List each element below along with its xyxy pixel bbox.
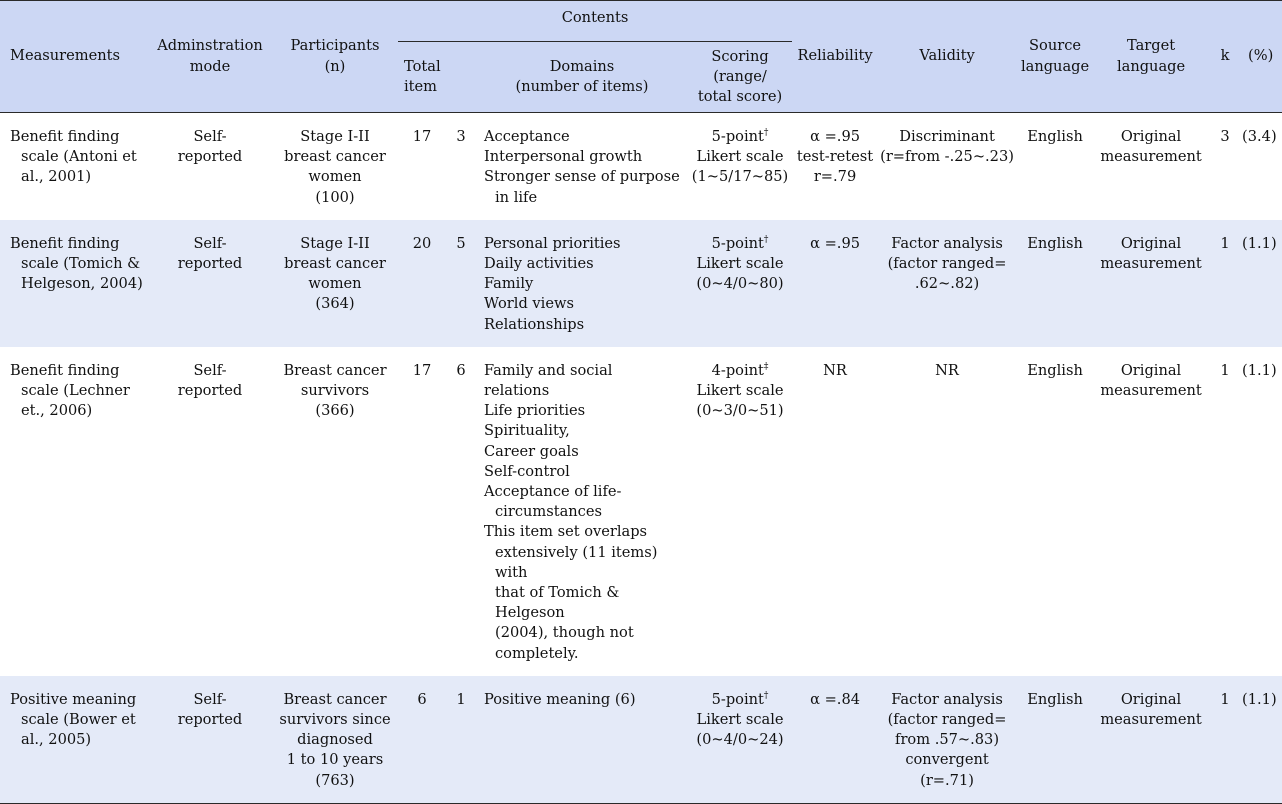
cell-total-item: 20 — [412, 234, 432, 252]
header-participants-line: Participants — [290, 37, 380, 55]
cell-mode — [148, 676, 272, 804]
table-header — [0, 1, 1282, 113]
participants-line: breast cancer — [284, 255, 386, 273]
dagger-footnote-mark: † — [763, 690, 769, 701]
header-source-language-line: language — [1020, 57, 1090, 75]
domain-note-line: that of Tomich & Helgeson — [495, 584, 620, 622]
header-participants-line: (n) — [324, 57, 346, 75]
table-row — [0, 220, 1282, 347]
scoring-line: Likert scale — [696, 711, 784, 729]
scoring-point-line — [688, 127, 792, 147]
validity-line: Factor analysis — [891, 234, 1003, 252]
scoring-line: Likert scale — [696, 255, 784, 273]
scoring-point: 4-point — [711, 361, 764, 379]
cell-participants — [272, 220, 398, 347]
cell-validity — [878, 347, 1016, 676]
cell-k: 1 — [1220, 234, 1230, 252]
header-source-language-line: Source — [1029, 37, 1082, 55]
header-scoring-line: total score) — [697, 88, 783, 106]
participants-line: (364) — [315, 295, 355, 313]
table-row — [0, 113, 1282, 220]
cell-reliability — [792, 113, 878, 220]
reliability-line: α =.95 — [810, 234, 861, 252]
cell-k: 3 — [1220, 128, 1230, 145]
mode-line: Self- — [193, 361, 227, 379]
cell-total-item: 6 — [417, 690, 427, 708]
cell-percent: (1.1) — [1242, 234, 1277, 252]
cell-domain-count: 1 — [456, 690, 466, 708]
participants-line: Stage I-II — [300, 128, 370, 145]
cell-mode — [148, 347, 272, 676]
cell-mode — [148, 113, 272, 220]
mode-line: Self- — [193, 128, 227, 145]
cell-validity — [878, 676, 1016, 804]
cell-source-language: English — [1027, 234, 1083, 252]
cell-target-language — [1094, 113, 1208, 220]
header-administration-mode — [148, 1, 272, 113]
cell-reliability — [792, 676, 878, 804]
header-scoring-line: Scoring — [711, 47, 769, 65]
domain-line: Interpersonal growth — [484, 148, 643, 166]
measurement-line: al., 2001) — [21, 168, 92, 186]
cell-percent: (1.1) — [1242, 690, 1277, 708]
cell-mode — [148, 220, 272, 347]
validity-line: Discriminant — [899, 128, 995, 145]
header-domains-line: (number of items) — [515, 78, 649, 95]
domain-line: Life priorities — [484, 402, 586, 420]
domain-line: Acceptance of life- — [484, 483, 622, 501]
scoring-line: Likert scale — [696, 148, 784, 166]
cell-k: 1 — [1220, 690, 1230, 708]
scoring-line: (0~4/0~24) — [696, 731, 784, 749]
participants-line: Stage I-II — [300, 234, 370, 252]
cell-k: 1 — [1220, 361, 1230, 379]
cell-target-language — [1094, 676, 1208, 804]
domain-line: Positive meaning (6) — [484, 690, 636, 708]
header-target-language-line: language — [1116, 57, 1186, 75]
cell-target-language — [1094, 220, 1208, 347]
cell-domains — [476, 676, 688, 804]
header-target-language — [1094, 1, 1208, 113]
mode-line: Self- — [193, 234, 227, 252]
scoring-line: (0~4/0~80) — [696, 275, 784, 293]
header-total-item — [398, 42, 476, 113]
scoring-point: 5-point — [711, 128, 764, 145]
header-k: k — [1220, 47, 1230, 65]
participants-line: (100) — [315, 188, 355, 206]
reliability-line: test-retest — [796, 148, 874, 166]
cell-domain-count: 6 — [456, 361, 466, 379]
domain-line: Career goals — [484, 442, 579, 460]
participants-line: Breast cancer — [283, 690, 387, 708]
scoring-point: 5-point — [711, 234, 764, 252]
participants-line: diagnosed — [297, 731, 373, 749]
header-target-language-line: Target — [1126, 37, 1176, 55]
measurement-line: Benefit finding — [10, 234, 120, 252]
cell-percent: (3.4) — [1242, 128, 1277, 145]
target-language-line: measurement — [1100, 148, 1202, 166]
participants-line: breast cancer — [284, 148, 386, 166]
measurement-line: scale (Bower et — [21, 711, 136, 729]
scoring-line: (1~5/17~85) — [691, 168, 789, 186]
target-language-line: measurement — [1100, 382, 1202, 400]
header-total-item-line: item — [404, 78, 438, 95]
cell-measurement — [0, 347, 148, 676]
table-body — [0, 113, 1282, 804]
domain-line: Acceptance — [484, 128, 570, 145]
reliability-line: NR — [823, 361, 847, 379]
domain-line: Self-control — [484, 462, 570, 480]
domain-line: in life — [495, 188, 538, 206]
cell-scoring — [688, 347, 792, 676]
measurement-line: al., 2005) — [21, 731, 92, 749]
header-total-item-line: Total — [404, 57, 441, 75]
validity-line: (factor ranged= — [887, 711, 1007, 729]
header-domains-line: Domains — [549, 57, 615, 75]
participants-line: Breast cancer — [283, 361, 387, 379]
domain-line: Family — [484, 275, 534, 293]
target-language-line: measurement — [1100, 255, 1202, 273]
validity-line: Factor analysis — [891, 690, 1003, 708]
cell-total-item: 17 — [412, 361, 432, 379]
validity-line: NR — [935, 361, 959, 379]
measurement-line: Positive meaning — [10, 690, 137, 708]
target-language-line: Original — [1120, 128, 1182, 145]
header-percent: (%) — [1248, 47, 1274, 65]
domain-line: Personal priorities — [484, 234, 621, 252]
reliability-line: r=.79 — [813, 168, 857, 186]
cell-participants — [272, 347, 398, 676]
cell-scoring — [688, 220, 792, 347]
reliability-line: α =.84 — [810, 690, 861, 708]
mode-line: reported — [177, 255, 243, 273]
cell-reliability — [792, 220, 878, 347]
header-administration-mode-line: Adminstration — [157, 37, 263, 55]
scoring-line: Likert scale — [696, 382, 784, 400]
header-administration-mode-line: mode — [189, 57, 231, 75]
measurement-line: Benefit finding — [10, 361, 120, 379]
target-language-line: Original — [1120, 690, 1182, 708]
cell-measurement — [0, 113, 148, 220]
domain-note-line: This item set overlaps — [484, 523, 648, 541]
participants-line: women — [308, 168, 362, 186]
header-reliability: Reliability — [797, 47, 873, 65]
domain-line: Daily activities — [484, 255, 594, 273]
validity-line: from .57~.83) — [895, 731, 1000, 749]
validity-line: (r=from -.25~.23) — [880, 148, 1014, 166]
participants-line: survivors since — [279, 711, 391, 729]
domain-note-line: completely. — [495, 644, 579, 662]
cell-total-item: 17 — [412, 128, 432, 145]
cell-percent: (1.1) — [1242, 361, 1277, 379]
reliability-line: α =.95 — [810, 128, 861, 145]
domain-line: Spirituality, — [484, 422, 570, 440]
mode-line: Self- — [193, 690, 227, 708]
participants-line: 1 to 10 years — [286, 751, 384, 769]
header-participants — [272, 1, 398, 113]
cell-domains — [476, 347, 688, 676]
target-language-line: Original — [1120, 361, 1182, 379]
dagger-footnote-mark: † — [763, 234, 769, 245]
measurement-line: scale (Tomich & — [21, 255, 141, 273]
cell-reliability — [792, 347, 878, 676]
scoring-point-line — [688, 361, 792, 381]
header-source-language — [1016, 1, 1094, 113]
measurement-line: scale (Antoni et — [21, 148, 137, 166]
header-scoring-line: (range/ — [713, 67, 767, 85]
domain-line: Family and social relations — [484, 361, 613, 400]
cell-participants — [272, 113, 398, 220]
cell-source-language: English — [1027, 128, 1083, 145]
scoring-point-line — [688, 234, 792, 254]
participants-line: survivors — [300, 382, 370, 400]
validity-line: (factor ranged= — [887, 255, 1007, 273]
cell-domain-count: 3 — [456, 128, 466, 145]
target-language-line: Original — [1120, 234, 1182, 252]
validity-line: .62~.82) — [914, 275, 980, 293]
domain-line: Relationships — [484, 315, 585, 333]
cell-target-language — [1094, 347, 1208, 676]
cell-domains — [476, 113, 688, 220]
participants-line: women — [308, 275, 362, 293]
scoring-point-line — [688, 690, 792, 710]
cell-measurement — [0, 220, 148, 347]
measurement-line: et., 2006) — [21, 402, 93, 420]
validity-line: convergent — [905, 751, 989, 769]
header-scoring — [688, 42, 792, 113]
mode-line: reported — [177, 148, 243, 166]
header-validity: Validity — [919, 47, 975, 65]
domain-note-line: extensively (11 items) with — [495, 543, 658, 581]
target-language-line: measurement — [1100, 711, 1202, 729]
measurement-line: Benefit finding — [10, 128, 120, 145]
domain-line: World views — [484, 295, 574, 313]
cell-domains — [476, 220, 688, 347]
cell-scoring — [688, 113, 792, 220]
table-row — [0, 347, 1282, 676]
validity-line: (r=.71) — [920, 771, 974, 789]
table-row — [0, 676, 1282, 804]
cell-validity — [878, 113, 1016, 220]
header-measurements: Measurements — [10, 47, 121, 65]
dagger-footnote-mark: † — [763, 128, 769, 138]
cell-source-language: English — [1027, 690, 1083, 708]
cell-validity — [878, 220, 1016, 347]
cell-domain-count: 5 — [456, 234, 466, 252]
participants-line: (763) — [315, 771, 355, 789]
double-dagger-footnote-mark: ‡ — [763, 361, 769, 372]
header-contents: Contents — [398, 1, 792, 42]
domain-note-line: (2004), though not — [495, 624, 634, 642]
cell-participants — [272, 676, 398, 804]
header-domains — [476, 42, 688, 113]
measurement-line: Helgeson, 2004) — [21, 275, 143, 293]
scoring-line: (0~3/0~51) — [696, 402, 784, 420]
mode-line: reported — [177, 382, 243, 400]
domain-line: Stronger sense of purpose — [484, 168, 680, 186]
cell-scoring — [688, 676, 792, 804]
domain-line: circumstances — [495, 503, 602, 521]
cell-measurement — [0, 676, 148, 804]
cell-source-language: English — [1027, 361, 1083, 379]
scoring-point: 5-point — [711, 690, 764, 708]
mode-line: reported — [177, 711, 243, 729]
participants-line: (366) — [315, 402, 355, 420]
measurement-line: scale (Lechner — [21, 382, 130, 400]
